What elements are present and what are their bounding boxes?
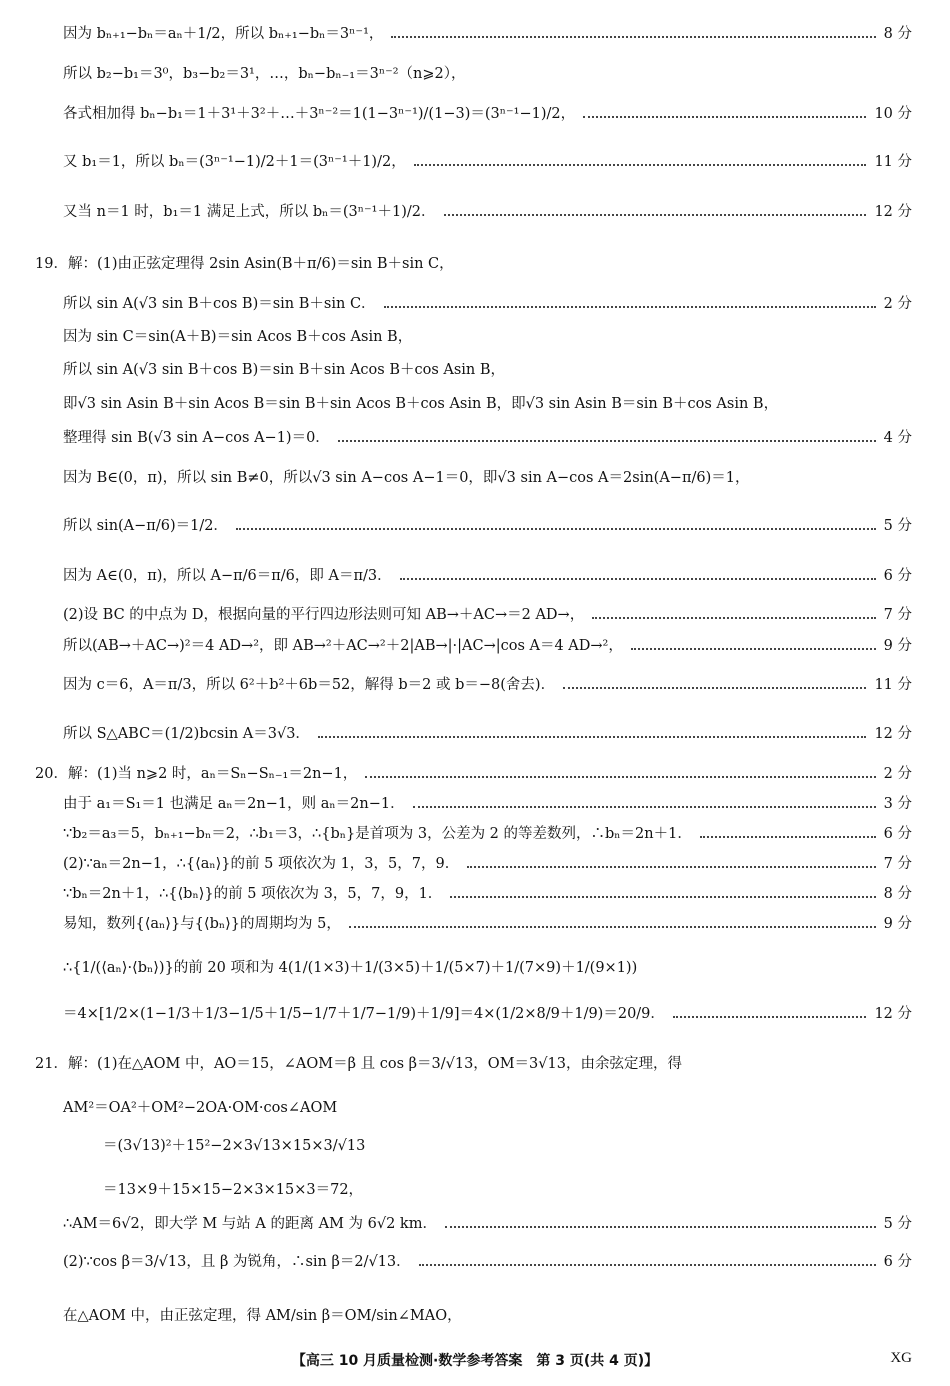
- score: 5 分: [883, 1216, 912, 1232]
- line-31: ∴AM＝6√2，即大学 M 与站 A 的距离 AM 为 6√2 km． 5 分: [63, 1212, 912, 1233]
- footer-title: 【高三 10 月质量检测·数学参考答案 第 3 页(共 4 页)】: [291, 1353, 659, 1369]
- leader-dots: [365, 776, 875, 778]
- line-10: 即√3 sin Asin B＋sin Acos B＝sin B＋sin Acos B＋cos Asin B，即√3 sin Asin B＝sin B＋cos Asin B，: [63, 396, 779, 412]
- score: 8 分: [883, 886, 912, 902]
- line-16: 所以(AB→＋AC→)²＝4 AD→²，即 AB→²＋AC→²＋2|AB→|·|AC→|cos A＝4 AD→²， 9 分: [63, 634, 912, 655]
- line-30: ＝13×9＋15×15−2×3×15×3＝72，: [103, 1182, 364, 1198]
- line-22: (2)∵aₙ＝2n−1，∴{⟨aₙ⟩}的前 5 项依次为 1，3，5，7，9． 7 分: [63, 852, 912, 873]
- line-14: 因为 A∈(0，π)，所以 A−π/6＝π/6，即 A＝π/3． 6 分: [63, 564, 912, 585]
- leader-dots: [450, 896, 875, 898]
- footer-code: XG: [890, 1350, 912, 1366]
- leader-dots: [338, 440, 876, 442]
- score: 7 分: [883, 856, 912, 872]
- leader-dots: [673, 1016, 867, 1018]
- score: 12 分: [874, 726, 912, 742]
- line-9: 所以 sin A(√3 sin B＋cos B)＝sin B＋sin Acos B＋cos Asin B，: [63, 362, 506, 378]
- line-21: ∵b₂＝a₃＝5，bₙ₊₁−bₙ＝2，∴b₁＝3，∴{bₙ}是首项为 3，公差为 2 的等差数列，∴bₙ＝2n＋1． 6 分: [63, 822, 912, 843]
- leader-dots: [444, 214, 867, 216]
- line-17: 因为 c＝6，A＝π/3，所以 6²＋b²＋6b＝52，解得 b＝2 或 b＝−8(舍去)． 11 分: [63, 673, 912, 694]
- page-footer: [0, 1350, 950, 1374]
- q20-header: 20．解：(1)当 n⩾2 时，aₙ＝Sₙ−Sₙ₋₁＝2n−1， 2 分: [35, 762, 912, 783]
- leader-dots: [413, 806, 876, 808]
- score: 6 分: [883, 568, 912, 584]
- line-33: 在△AOM 中，由正弦定理，得 AM/sin β＝OM/sin∠MAO，: [63, 1308, 462, 1324]
- score: 2 分: [883, 296, 912, 312]
- line-29: ＝(3√13)²＋15²−2×3√13×15×3/√13: [103, 1138, 366, 1154]
- leader-dots: [467, 866, 875, 868]
- leader-dots: [414, 164, 867, 166]
- score: 12 分: [874, 204, 912, 220]
- line-8: 因为 sin C＝sin(A＋B)＝sin Acos B＋cos Asin B，: [63, 329, 413, 345]
- line-1: 因为 bₙ₊₁−bₙ＝aₙ＋1/2，所以 bₙ₊₁−bₙ＝3ⁿ⁻¹， 8 分: [63, 22, 912, 43]
- line-15: (2)设 BC 的中点为 D，根据向量的平行四边形法则可知 AB→＋AC→＝2 AD→， 7 分: [63, 603, 912, 624]
- line-23: ∵bₙ＝2n＋1，∴{⟨bₙ⟩}的前 5 项依次为 3，5，7，9，1． 8 分: [63, 882, 912, 903]
- score: 7 分: [883, 607, 912, 623]
- leader-dots: [349, 926, 876, 928]
- leader-dots: [563, 687, 866, 689]
- leader-dots: [592, 617, 875, 619]
- line-13: 所以 sin(A−π/6)＝1/2． 5 分: [63, 514, 912, 535]
- score: 11 分: [874, 154, 912, 170]
- score: 11 分: [874, 677, 912, 693]
- score: 5 分: [883, 518, 912, 534]
- leader-dots: [700, 836, 876, 838]
- line-18: 所以 S△ABC＝(1/2)bcsin A＝3√3． 12 分: [63, 722, 912, 743]
- leader-dots: [583, 116, 866, 118]
- leader-dots: [445, 1226, 876, 1228]
- leader-dots: [236, 528, 876, 530]
- leader-dots: [318, 736, 867, 738]
- score: 4 分: [883, 430, 912, 446]
- line-24: 易知，数列{⟨aₙ⟩}与{⟨bₙ⟩}的周期均为 5， 9 分: [63, 912, 912, 933]
- line-12: 因为 B∈(0，π)，所以 sin B≠0，所以√3 sin A−cos A−1＝0，即√3 sin A−cos A＝2sin(A−π/6)＝1，: [63, 470, 750, 486]
- leader-dots: [419, 1264, 876, 1266]
- line-4: 又 b₁＝1，所以 bₙ＝(3ⁿ⁻¹−1)/2＋1＝(3ⁿ⁻¹＋1)/2， 11 分: [63, 150, 912, 171]
- leader-dots: [400, 578, 876, 580]
- line-20: 由于 a₁＝S₁＝1 也满足 aₙ＝2n−1，则 aₙ＝2n−1． 3 分: [63, 792, 912, 813]
- score: 6 分: [883, 826, 912, 842]
- q19-header: 19．解：(1)由正弦定理得 2sin Asin(B＋π/6)＝sin B＋sin C，: [35, 256, 454, 272]
- score: 6 分: [883, 1254, 912, 1270]
- line-11: 整理得 sin B(√3 sin A−cos A−1)＝0． 4 分: [63, 426, 912, 447]
- score: 10 分: [874, 106, 912, 122]
- line-2: 所以 b₂−b₁＝3⁰，b₃−b₂＝3¹，…，bₙ−bₙ₋₁＝3ⁿ⁻²（n⩾2），: [63, 66, 466, 82]
- score: 9 分: [883, 638, 912, 654]
- q21-header: 21．解：(1)在△AOM 中，AO＝15，∠AOM＝β 且 cos β＝3/√13，OM＝3√13，由余弦定理，得: [35, 1056, 682, 1072]
- line-5: 又当 n＝1 时，b₁＝1 满足上式，所以 bₙ＝(3ⁿ⁻¹＋1)/2． 12 分: [63, 200, 912, 221]
- leader-dots: [384, 306, 876, 308]
- leader-dots: [631, 648, 876, 650]
- line-26: ＝4×[1/2×(1−1/3＋1/3−1/5＋1/5−1/7＋1/7−1/9)＋1/9]＝4×(1/2×8/9＋1/9)＝20/9． 12 分: [63, 1002, 912, 1023]
- score: 9 分: [883, 916, 912, 932]
- leader-dots: [391, 36, 875, 38]
- line-28: AM²＝OA²＋OM²−2OA·OM·cos∠AOM: [63, 1100, 338, 1116]
- score: 8 分: [883, 26, 912, 42]
- line-7: 所以 sin A(√3 sin B＋cos B)＝sin B＋sin C． 2 分: [63, 292, 912, 313]
- line-25: ∴{1/(⟨aₙ⟩·⟨bₙ⟩)}的前 20 项和为 4(1/(1×3)＋1/(3×5)＋1/(5×7)＋1/(7×9)＋1/(9×1)): [63, 960, 638, 976]
- score: 3 分: [883, 796, 912, 812]
- score: 12 分: [874, 1006, 912, 1022]
- score: 2 分: [883, 766, 912, 782]
- line-32: (2)∵cos β＝3/√13，且 β 为锐角，∴sin β＝2/√13． 6 分: [63, 1250, 912, 1271]
- line-3: 各式相加得 bₙ−b₁＝1＋3¹＋3²＋…＋3ⁿ⁻²＝1(1−3ⁿ⁻¹)/(1−3)＝(3ⁿ⁻¹−1)/2， 10 分: [63, 102, 912, 123]
